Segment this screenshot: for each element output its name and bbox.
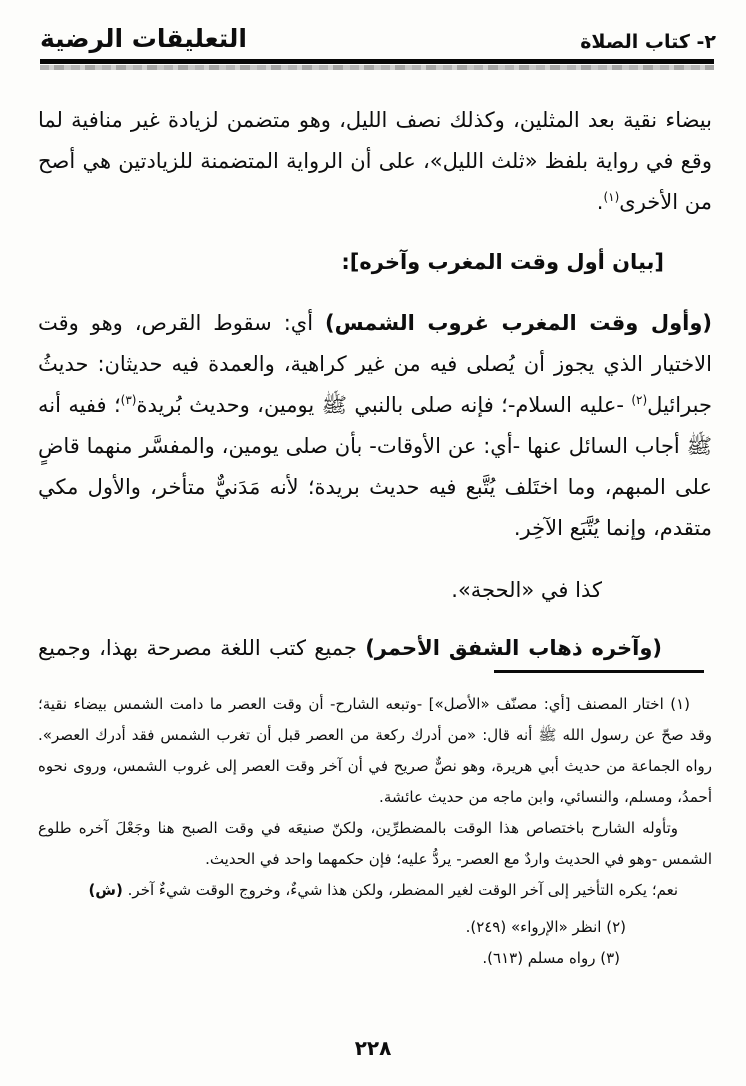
header-rule-shadow: [40, 65, 714, 70]
continuation-paragraph: [38, 100, 712, 223]
footnote-3: (٣) رواه مسلم (٦١٣).: [482, 949, 620, 967]
sharh-text-b: -عليه السلام-؛ فإنه صلى بالنبي ﷺ يومين، وحديث بُريدة: [136, 393, 632, 417]
sharh-text-a: أي: سقوط القرص، وهو وقت الاختيار الذي يجوز أن يُصلى فيه من غير كراهية، والعمدة فيه حديثان: حديثُ جبرائيل: [38, 311, 712, 417]
header-rule-black: [40, 59, 714, 64]
footnote-marker-1: (١): [603, 190, 620, 204]
footnotes-section: [0, 689, 746, 974]
footnote-1-part-2: وتأوله الشارح باختصاص هذا الوقت بالمضطرِّين، ولكنّ صنيعَه في وقت الصبح هنا وجَعْلَ آخره طلوع الشمس -وهو في الحديث واردٌ مع العصر- يردُّ عليه؛ فإن حكمهما واحد في الحديث.: [38, 819, 712, 868]
paragraph-tail: .: [596, 190, 604, 214]
sharh-text: جميع كتب اللغة مصرحة بهذا، وجميع: [38, 636, 366, 660]
footnote-author-sign: (ش): [88, 881, 123, 899]
footnote-marker-3: (٣): [120, 393, 137, 407]
matn-bold-text: (وآخره ذهاب الشفق الأحمر): [365, 636, 662, 660]
paragraph-text: بيضاء نقية بعد المثلين، وكذلك نصف الليل، وهو متضمن لزيادة غير منافية لما وقع في رواية بلفظ «ثلث الليل»، على أن الرواية المتضمنة للزيادتين هي أصح من الأخرى: [38, 108, 712, 214]
book-title: التعليقات الرضية: [40, 24, 247, 53]
footnote-1-part-3: [38, 875, 712, 906]
footnote-1-part-1: (١) اختار المصنف [أي: مصنّف «الأصل»] -وتبعه الشارح- أن وقت العصر ما دامت الشمس بيضاء نقية؛ وقد صحّ عن رسول الله ﷺ أنه قال: «من أدرك ركعة من العصر قبل أن تغرب الشمس فقد أدرك العصر». رواه الجماعة من حديث أبي هريرة، وهو نصٌّ صريح في أن آخر وقت العصر إلى غروب الشمس، وروى نحوه أحمدُ، ومسلم، والنسائي، وابن ماجه من حديث عائشة.: [38, 695, 712, 806]
matn-bold-text: (وأول وقت المغرب غروب الشمس): [325, 311, 713, 335]
page-header: [0, 0, 746, 59]
footnote-1-part-3-text: نعم؛ يكره التأخير إلى آخر الوقت لغير المضطر، ولكن هذا شيءٌ، وخروج الوقت شيءٌ آخر.: [122, 881, 678, 899]
chapter-title: ٢- كتاب الصلاة: [580, 31, 716, 53]
footnote-separator: [494, 670, 704, 673]
section-heading: [بيان أول وقت المغرب وآخره]:: [341, 250, 664, 274]
header-rule: [40, 59, 714, 70]
source-reference-line: كذا في «الحجة».: [451, 578, 602, 602]
next-matn-paragraph: [38, 628, 712, 669]
footnote-marker-2: (٢): [631, 393, 648, 407]
maghrib-time-paragraph: [38, 303, 712, 549]
sharh-text-c: ؛ ففيه أنه ﷺ أجاب السائل عنها -أي: عن الأوقات- بأن صلى يومين، والمفسَّر منهما قاضٍ على المبهم، وما اختَلف يُتَّبع فيه حديث بريدة؛ لأنه مَدَنيٌّ متأخر، والأول مكي متقدم، وإنما يُتَّبَع الآخِر.: [38, 393, 712, 540]
body-text: [0, 70, 746, 669]
page-number: ٢٢٨: [354, 1036, 392, 1060]
footnote-2: (٢) انظر «الإرواء» (٢٤٩).: [465, 918, 626, 936]
